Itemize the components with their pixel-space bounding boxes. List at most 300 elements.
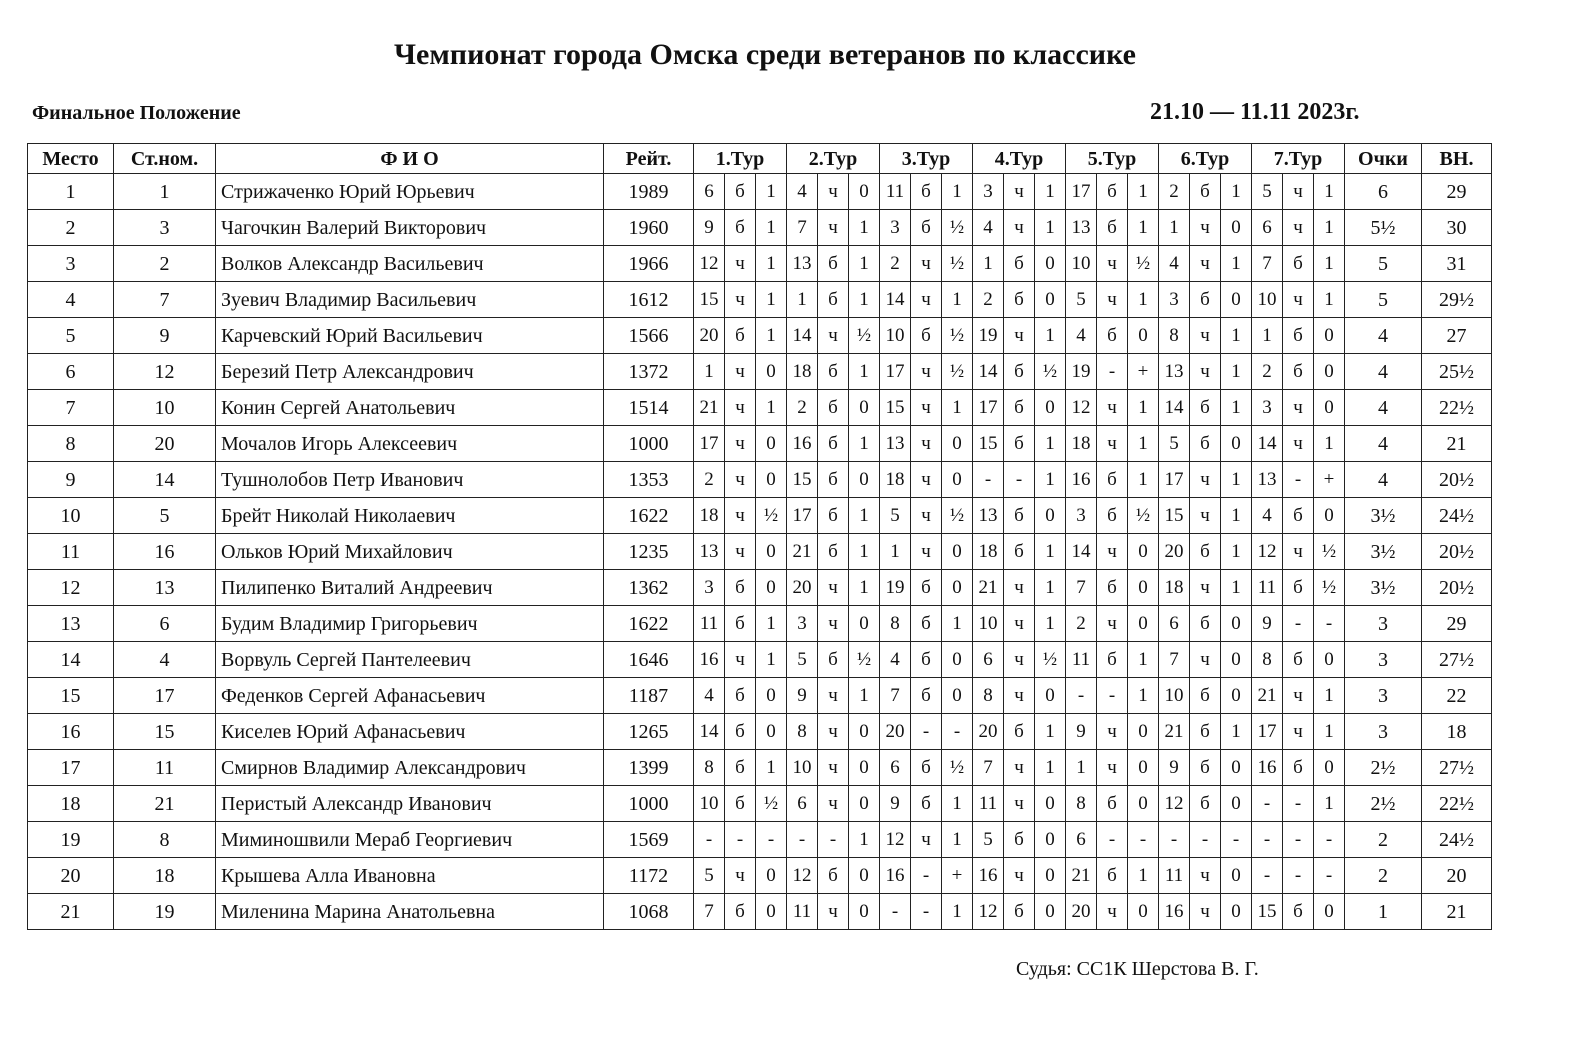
round-color-cell: - [1283, 606, 1314, 642]
table-row [28, 534, 1492, 570]
round-result-cell: 1 [942, 606, 973, 642]
rating-cell: 1187 [604, 678, 694, 714]
round-opponent-cell: 12 [973, 894, 1004, 930]
round-opponent-cell: 21 [1159, 714, 1190, 750]
round-opponent-cell: 10 [1066, 246, 1097, 282]
round-result-cell: 0 [1314, 750, 1345, 786]
table-row [28, 462, 1492, 498]
round-opponent-cell: 21 [694, 390, 725, 426]
round-result-cell: 1 [849, 678, 880, 714]
table-row [28, 570, 1492, 606]
table-row [28, 174, 1492, 210]
player-name-cell: Зуевич Владимир Васильевич [216, 282, 604, 318]
round-opponent-cell: 9 [880, 786, 911, 822]
round-opponent-cell: 14 [787, 318, 818, 354]
round-opponent-cell: 9 [1066, 714, 1097, 750]
round-color-cell: б [911, 174, 942, 210]
round-opponent-cell: 5 [1159, 426, 1190, 462]
round-result-cell: 1 [756, 246, 787, 282]
round-color-cell: ч [1190, 318, 1221, 354]
tiebreak-cell: 27 [1422, 318, 1492, 354]
round-opponent-cell: 17 [1252, 714, 1283, 750]
round-color-cell: б [1190, 714, 1221, 750]
round-opponent-cell: 12 [1066, 390, 1097, 426]
round-result-cell: 1 [1035, 714, 1066, 750]
round-opponent-cell: 15 [787, 462, 818, 498]
place-cell: 4 [28, 282, 114, 318]
round-color-cell: - [1097, 678, 1128, 714]
round-opponent-cell: 8 [1066, 786, 1097, 822]
rating-cell: 1265 [604, 714, 694, 750]
player-name-cell: Тушнолобов Петр Иванович [216, 462, 604, 498]
round-color-cell: ч [1097, 246, 1128, 282]
tiebreak-cell: 25½ [1422, 354, 1492, 390]
round-color-cell: б [1004, 714, 1035, 750]
round-opponent-cell: 11 [1252, 570, 1283, 606]
round-result-cell: ½ [1314, 570, 1345, 606]
round-result-cell: 1 [756, 174, 787, 210]
rating-cell: 1000 [604, 786, 694, 822]
round-result-cell: 0 [1128, 894, 1159, 930]
round-opponent-cell: 1 [694, 354, 725, 390]
round-result-cell: 0 [1221, 894, 1252, 930]
round-opponent-cell: - [880, 894, 911, 930]
round-color-cell: б [1004, 894, 1035, 930]
round-color-cell: ч [725, 354, 756, 390]
points-cell: 4 [1345, 462, 1422, 498]
player-name-cell: Карчевский Юрий Васильевич [216, 318, 604, 354]
points-cell: 3½ [1345, 570, 1422, 606]
player-name-cell: Перистый Александр Иванович [216, 786, 604, 822]
round-color-cell: б [911, 570, 942, 606]
player-name-cell: Смирнов Владимир Александрович [216, 750, 604, 786]
rating-cell: 1612 [604, 282, 694, 318]
round-color-cell: ч [1004, 642, 1035, 678]
round-color-cell: ч [1283, 534, 1314, 570]
round-opponent-cell: - [694, 822, 725, 858]
round-opponent-cell: 14 [973, 354, 1004, 390]
place-cell: 18 [28, 786, 114, 822]
round-color-cell: ч [725, 534, 756, 570]
round-opponent-cell: 7 [1159, 642, 1190, 678]
round-result-cell: 0 [1128, 786, 1159, 822]
tiebreak-cell: 24½ [1422, 822, 1492, 858]
round-color-cell: ч [1097, 534, 1128, 570]
round-color-cell: ч [1097, 426, 1128, 462]
round-color-cell: б [1190, 426, 1221, 462]
round-color-cell: ч [1004, 606, 1035, 642]
tiebreak-cell: 29½ [1422, 282, 1492, 318]
round-color-cell: ч [725, 426, 756, 462]
round-opponent-cell: 1 [880, 534, 911, 570]
column-header: 5.Тур [1066, 144, 1159, 174]
round-color-cell: б [1097, 462, 1128, 498]
round-opponent-cell: 16 [880, 858, 911, 894]
round-result-cell: 1 [1314, 786, 1345, 822]
rating-cell: 1622 [604, 498, 694, 534]
round-color-cell: б [1004, 246, 1035, 282]
round-color-cell: ч [818, 894, 849, 930]
round-opponent-cell: 5 [694, 858, 725, 894]
round-color-cell: ч [1283, 210, 1314, 246]
start-number-cell: 4 [114, 642, 216, 678]
round-opponent-cell: 19 [1066, 354, 1097, 390]
round-result-cell: 1 [756, 606, 787, 642]
round-opponent-cell: 9 [694, 210, 725, 246]
round-result-cell: 0 [849, 174, 880, 210]
round-result-cell: 1 [849, 570, 880, 606]
round-color-cell: ч [911, 426, 942, 462]
round-result-cell: 0 [1035, 786, 1066, 822]
place-cell: 8 [28, 426, 114, 462]
round-color-cell: - [1283, 462, 1314, 498]
round-color-cell: ч [1283, 714, 1314, 750]
place-cell: 1 [28, 174, 114, 210]
round-color-cell: ч [911, 246, 942, 282]
round-result-cell: 0 [756, 894, 787, 930]
round-result-cell: 1 [1314, 282, 1345, 318]
round-result-cell: 1 [849, 246, 880, 282]
round-opponent-cell: 16 [1252, 750, 1283, 786]
round-color-cell: б [1283, 246, 1314, 282]
judge-signature-line: Судья: СС1К Шерстова В. Г. [1016, 958, 1259, 980]
round-color-cell: б [911, 678, 942, 714]
round-result-cell: 1 [1314, 174, 1345, 210]
rating-cell: 1566 [604, 318, 694, 354]
round-color-cell: ч [1190, 246, 1221, 282]
round-result-cell: 0 [1035, 390, 1066, 426]
round-color-cell: ч [1004, 678, 1035, 714]
round-result-cell: 0 [1035, 498, 1066, 534]
round-color-cell: ч [1004, 750, 1035, 786]
round-result-cell: 0 [942, 534, 973, 570]
start-number-cell: 16 [114, 534, 216, 570]
round-result-cell: 0 [1221, 282, 1252, 318]
rating-cell: 1353 [604, 462, 694, 498]
round-color-cell: ч [911, 498, 942, 534]
round-opponent-cell: 12 [787, 858, 818, 894]
round-result-cell: 1 [849, 498, 880, 534]
round-color-cell: ч [818, 606, 849, 642]
round-result-cell: ½ [942, 246, 973, 282]
round-result-cell: 0 [1128, 714, 1159, 750]
player-name-cell: Крышева Алла Ивановна [216, 858, 604, 894]
round-opponent-cell: 9 [1159, 750, 1190, 786]
round-opponent-cell: 12 [1252, 534, 1283, 570]
round-result-cell: 0 [942, 426, 973, 462]
round-result-cell: + [1128, 354, 1159, 390]
points-cell: 2 [1345, 822, 1422, 858]
round-color-cell: б [818, 282, 849, 318]
start-number-cell: 6 [114, 606, 216, 642]
start-number-cell: 7 [114, 282, 216, 318]
round-result-cell: 1 [1314, 246, 1345, 282]
round-opponent-cell: 20 [1066, 894, 1097, 930]
round-result-cell: ½ [942, 210, 973, 246]
round-opponent-cell: 5 [880, 498, 911, 534]
round-result-cell: 1 [756, 642, 787, 678]
round-result-cell: 1 [1128, 390, 1159, 426]
round-opponent-cell: 15 [694, 282, 725, 318]
standings-table [27, 143, 1492, 930]
table-row [28, 642, 1492, 678]
round-result-cell: ½ [942, 354, 973, 390]
place-cell: 21 [28, 894, 114, 930]
round-result-cell: 0 [849, 786, 880, 822]
player-name-cell: Киселев Юрий Афанасьевич [216, 714, 604, 750]
round-result-cell: 1 [849, 426, 880, 462]
round-color-cell: ч [818, 786, 849, 822]
round-opponent-cell: 19 [973, 318, 1004, 354]
round-color-cell: б [725, 210, 756, 246]
round-result-cell: ½ [942, 318, 973, 354]
round-result-cell: 0 [1128, 318, 1159, 354]
round-result-cell: 1 [942, 786, 973, 822]
tiebreak-cell: 20 [1422, 858, 1492, 894]
place-cell: 2 [28, 210, 114, 246]
player-name-cell: Ольков Юрий Михайлович [216, 534, 604, 570]
round-result-cell: 1 [1221, 354, 1252, 390]
points-cell: 5½ [1345, 210, 1422, 246]
round-opponent-cell: 15 [1252, 894, 1283, 930]
place-cell: 3 [28, 246, 114, 282]
round-opponent-cell: 2 [1159, 174, 1190, 210]
round-result-cell: 0 [1128, 606, 1159, 642]
round-result-cell: 0 [1128, 534, 1159, 570]
round-result-cell: 0 [1035, 678, 1066, 714]
points-cell: 3 [1345, 714, 1422, 750]
place-cell: 6 [28, 354, 114, 390]
player-name-cell: Чагочкин Валерий Викторович [216, 210, 604, 246]
round-opponent-cell: 12 [1159, 786, 1190, 822]
player-name-cell: Стрижаченко Юрий Юрьевич [216, 174, 604, 210]
round-opponent-cell: 7 [1252, 246, 1283, 282]
round-opponent-cell: 14 [880, 282, 911, 318]
round-opponent-cell: 5 [973, 822, 1004, 858]
points-cell: 2½ [1345, 786, 1422, 822]
table-row [28, 390, 1492, 426]
tiebreak-cell: 24½ [1422, 498, 1492, 534]
rating-cell: 1569 [604, 822, 694, 858]
round-opponent-cell: 17 [1159, 462, 1190, 498]
place-cell: 16 [28, 714, 114, 750]
document-title: Чемпионат города Омска среди ветеранов по классике [394, 38, 1136, 71]
place-cell: 11 [28, 534, 114, 570]
place-cell: 20 [28, 858, 114, 894]
round-color-cell: б [1283, 570, 1314, 606]
round-result-cell: ½ [942, 498, 973, 534]
round-result-cell: 1 [1221, 534, 1252, 570]
round-color-cell: б [725, 678, 756, 714]
round-color-cell: ч [1190, 462, 1221, 498]
round-result-cell: 1 [1221, 246, 1252, 282]
round-color-cell: б [1190, 534, 1221, 570]
round-opponent-cell: 16 [787, 426, 818, 462]
round-opponent-cell: - [1252, 786, 1283, 822]
column-header: 7.Тур [1252, 144, 1345, 174]
round-color-cell: ч [818, 210, 849, 246]
round-color-cell: ч [1004, 570, 1035, 606]
round-result-cell: + [1314, 462, 1345, 498]
round-color-cell: ч [911, 462, 942, 498]
round-result-cell: 0 [1221, 426, 1252, 462]
place-cell: 9 [28, 462, 114, 498]
round-color-cell: ч [1190, 894, 1221, 930]
round-opponent-cell: 13 [1159, 354, 1190, 390]
round-color-cell: - [1190, 822, 1221, 858]
round-result-cell: 1 [1035, 174, 1066, 210]
round-opponent-cell: 17 [694, 426, 725, 462]
round-result-cell: 1 [849, 282, 880, 318]
round-color-cell: ч [818, 678, 849, 714]
column-header: Место [28, 144, 114, 174]
round-color-cell: б [1004, 822, 1035, 858]
round-color-cell: ч [1004, 858, 1035, 894]
round-opponent-cell: 13 [694, 534, 725, 570]
round-color-cell: ч [725, 246, 756, 282]
round-result-cell: 1 [1314, 426, 1345, 462]
tiebreak-cell: 22½ [1422, 786, 1492, 822]
round-opponent-cell: 17 [880, 354, 911, 390]
round-opponent-cell: 15 [1159, 498, 1190, 534]
column-header: 3.Тур [880, 144, 973, 174]
round-result-cell: 1 [756, 318, 787, 354]
round-opponent-cell: 8 [787, 714, 818, 750]
round-color-cell: б [725, 318, 756, 354]
tiebreak-cell: 20½ [1422, 534, 1492, 570]
round-color-cell: ч [818, 174, 849, 210]
round-opponent-cell: 2 [973, 282, 1004, 318]
round-opponent-cell: 17 [973, 390, 1004, 426]
round-color-cell: - [1097, 822, 1128, 858]
round-opponent-cell: 5 [1066, 282, 1097, 318]
round-opponent-cell: 2 [880, 246, 911, 282]
points-cell: 3 [1345, 678, 1422, 714]
column-header: Ст.ном. [114, 144, 216, 174]
points-cell: 4 [1345, 426, 1422, 462]
round-opponent-cell: 18 [1066, 426, 1097, 462]
table-row [28, 678, 1492, 714]
round-result-cell: - [1314, 822, 1345, 858]
round-color-cell: ч [1190, 354, 1221, 390]
round-result-cell: 1 [1035, 426, 1066, 462]
rating-cell: 1960 [604, 210, 694, 246]
start-number-cell: 13 [114, 570, 216, 606]
round-opponent-cell: 18 [787, 354, 818, 390]
round-result-cell: ½ [1128, 246, 1159, 282]
round-color-cell: б [1190, 678, 1221, 714]
round-result-cell: 0 [756, 678, 787, 714]
round-color-cell: ч [911, 390, 942, 426]
round-result-cell: 1 [756, 282, 787, 318]
table-row [28, 354, 1492, 390]
table-row [28, 606, 1492, 642]
round-color-cell: ч [1190, 858, 1221, 894]
round-result-cell: 0 [942, 462, 973, 498]
standings-body [28, 174, 1492, 930]
round-result-cell: 0 [1221, 642, 1252, 678]
round-result-cell: - [1221, 822, 1252, 858]
place-cell: 7 [28, 390, 114, 426]
column-header: 6.Тур [1159, 144, 1252, 174]
round-result-cell: 0 [849, 606, 880, 642]
round-color-cell: б [911, 786, 942, 822]
round-opponent-cell: 5 [787, 642, 818, 678]
round-opponent-cell: 1 [1066, 750, 1097, 786]
round-result-cell: 1 [1128, 426, 1159, 462]
place-cell: 5 [28, 318, 114, 354]
round-color-cell: б [1283, 354, 1314, 390]
start-number-cell: 3 [114, 210, 216, 246]
round-color-cell: ч [1004, 786, 1035, 822]
round-color-cell: ч [1097, 606, 1128, 642]
round-opponent-cell: 20 [973, 714, 1004, 750]
round-result-cell: 0 [849, 390, 880, 426]
round-opponent-cell: 10 [694, 786, 725, 822]
round-color-cell: ч [1283, 426, 1314, 462]
round-opponent-cell: 4 [1159, 246, 1190, 282]
round-color-cell: б [1004, 390, 1035, 426]
round-color-cell: б [1190, 174, 1221, 210]
round-result-cell: 0 [1314, 318, 1345, 354]
tiebreak-cell: 31 [1422, 246, 1492, 282]
round-opponent-cell: 10 [1159, 678, 1190, 714]
round-result-cell: ½ [756, 786, 787, 822]
tiebreak-cell: 21 [1422, 426, 1492, 462]
final-standings-caption: Финальное Положение [32, 102, 241, 124]
column-header: Ф И О [216, 144, 604, 174]
round-opponent-cell: 7 [787, 210, 818, 246]
tiebreak-cell: 20½ [1422, 462, 1492, 498]
round-color-cell: б [1004, 354, 1035, 390]
round-color-cell: ч [911, 354, 942, 390]
round-result-cell: 0 [849, 894, 880, 930]
round-opponent-cell: 17 [787, 498, 818, 534]
round-color-cell: б [1097, 642, 1128, 678]
round-color-cell: б [818, 462, 849, 498]
round-result-cell: 0 [1128, 750, 1159, 786]
round-color-cell: ч [725, 498, 756, 534]
rating-cell: 1989 [604, 174, 694, 210]
round-color-cell: б [1283, 642, 1314, 678]
points-cell: 3 [1345, 606, 1422, 642]
round-opponent-cell: 12 [694, 246, 725, 282]
round-opponent-cell: 13 [1252, 462, 1283, 498]
round-opponent-cell: 4 [1066, 318, 1097, 354]
start-number-cell: 20 [114, 426, 216, 462]
round-result-cell: 1 [1128, 282, 1159, 318]
column-header: ВН. [1422, 144, 1492, 174]
place-cell: 14 [28, 642, 114, 678]
player-name-cell: Будим Владимир Григорьевич [216, 606, 604, 642]
round-result-cell: 0 [756, 426, 787, 462]
round-color-cell: б [1283, 498, 1314, 534]
round-result-cell: ½ [849, 642, 880, 678]
place-cell: 17 [28, 750, 114, 786]
round-opponent-cell: 8 [973, 678, 1004, 714]
player-name-cell: Миминошвили Мераб Георгиевич [216, 822, 604, 858]
round-opponent-cell: 3 [1159, 282, 1190, 318]
start-number-cell: 15 [114, 714, 216, 750]
round-opponent-cell: 1 [1159, 210, 1190, 246]
round-opponent-cell: 16 [1066, 462, 1097, 498]
round-result-cell: 1 [942, 822, 973, 858]
start-number-cell: 21 [114, 786, 216, 822]
round-result-cell: - [1128, 822, 1159, 858]
round-color-cell: б [1283, 894, 1314, 930]
round-result-cell: 0 [1221, 210, 1252, 246]
round-color-cell: - [911, 714, 942, 750]
